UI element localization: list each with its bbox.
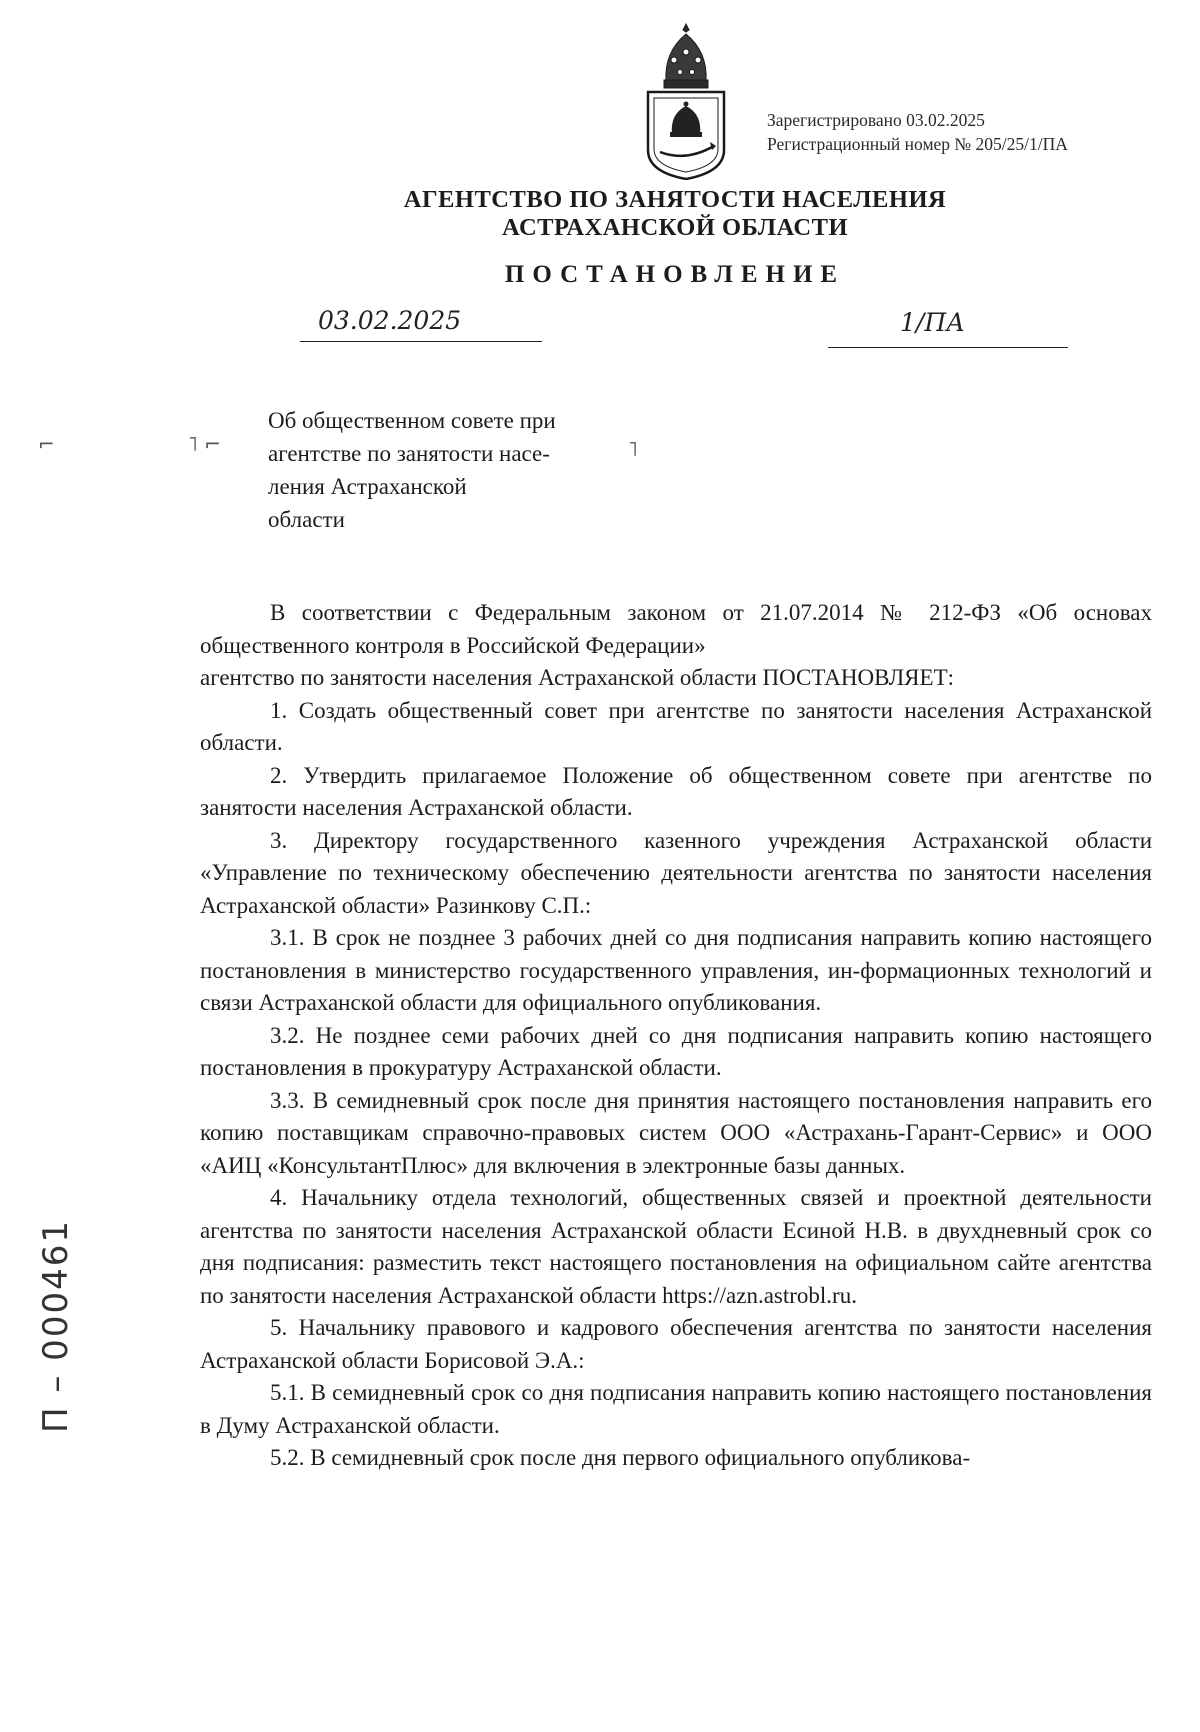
body-paragraph: 5. Начальнику правового и кадрового обеспечения агентства по занятости населения Астраханской области Борисовой Э.А.: xyxy=(200,1315,1152,1373)
number-field-line xyxy=(828,346,1068,348)
body-paragraph: 4. Начальнику отдела технологий, общественных связей и проектной деятельности агентства по занятости населения Астраханской области Есиной Н.В. в двухдневный срок со дня подписания: разместить текст настоящего постановления на официальном сайте агентства по занятости населения Астраханской области https://azn.astrobl.ru. xyxy=(200,1185,1152,1308)
body-paragraph: 5.2. В семидневный срок после дня первого официального опубликова- xyxy=(270,1445,971,1470)
date-field-line xyxy=(300,340,542,342)
side-stamp xyxy=(36,1219,96,1732)
body-paragraph: 2. Утвердить прилагаемое Положение об общественном совете при агентстве по занятости населения Астраханской области. xyxy=(200,762,1152,820)
body-paragraph: 3. Директору государственного казенного учреждения Астраханской области «Управление по техническому обеспечению деятельности агентства по занятости населения Астраханской области» Разинкову С.П.: xyxy=(200,827,1152,918)
body-paragraph: 1. Создать общественный совет при агентстве по занятости населения Астраханской области. xyxy=(200,697,1152,755)
number-handwritten: 1/ПА xyxy=(900,308,966,337)
registration-stamp xyxy=(767,108,1068,156)
document-body xyxy=(200,597,1152,1475)
body-paragraph: 3.1. В срок не позднее 3 рабочих дней со дня подписания направить копию настоящего постановления в министерство государственного управления, ин-формационных технологий и связи Астраханской области для официального опубликования. xyxy=(200,925,1152,1015)
subject-line: ления Астраханской xyxy=(268,474,467,499)
body-paragraph: 5.1. В семидневный срок со дня подписания направить копию настоящего постановления в Думу Астраханской области. xyxy=(200,1380,1152,1438)
body-paragraph: 3.2. Не позднее семи рабочих дней со дня подписания направить копию настоящего постановления в прокуратуру Астраханской области. xyxy=(200,1022,1152,1080)
registration-date: Зарегистрировано 03.02.2025 xyxy=(767,110,985,130)
corner-mark-right: ˥ xyxy=(628,437,638,461)
agency-title-line-1: АГЕНТСТВО ПО ЗАНЯТОСТИ НАСЕЛЕНИЯ xyxy=(403,186,947,213)
subject-line: Об общественном совете при xyxy=(268,408,556,433)
corner-mark-middle: ˥ ⌐ xyxy=(188,432,221,456)
date-handwritten: 03.02.2025 xyxy=(318,306,462,335)
corner-mark-left: ⌐ xyxy=(38,432,55,456)
body-paragraph: агентство по занятости населения Астраханской области ПОСТАНОВЛЯЕТ: xyxy=(200,665,955,690)
side-stamp-text: П – 000461 xyxy=(36,1219,76,1433)
agency-title xyxy=(0,186,1200,242)
agency-title-line-2: АСТРАХАНСКОЙ ОБЛАСТИ xyxy=(501,214,849,241)
subject-line: агентстве по занятости насе- xyxy=(268,441,550,466)
body-paragraph: 3.3. В семидневный срок после дня принятия настоящего постановления направить его копию поставщикам справочно-правовых систем ООО «Астрахань-Гарант-Сервис» и ООО «АИЦ «КонсультантПлюс» для включения в электронные базы данных. xyxy=(200,1087,1152,1178)
coat-of-arms-emblem-icon xyxy=(640,22,732,180)
document-type-heading xyxy=(0,261,1200,289)
registration-number: Регистрационный номер № 205/25/1/ПА xyxy=(767,134,1068,154)
document-subject xyxy=(268,404,556,536)
body-paragraph: В соответствии с Федеральным законом от 21.07.2014 № 212-ФЗ «Об основах общественного контроля в Российской Федерации» xyxy=(200,600,1152,658)
subject-line: области xyxy=(268,507,345,532)
document-type-text: ПОСТАНОВЛЕНИЕ xyxy=(504,261,846,288)
